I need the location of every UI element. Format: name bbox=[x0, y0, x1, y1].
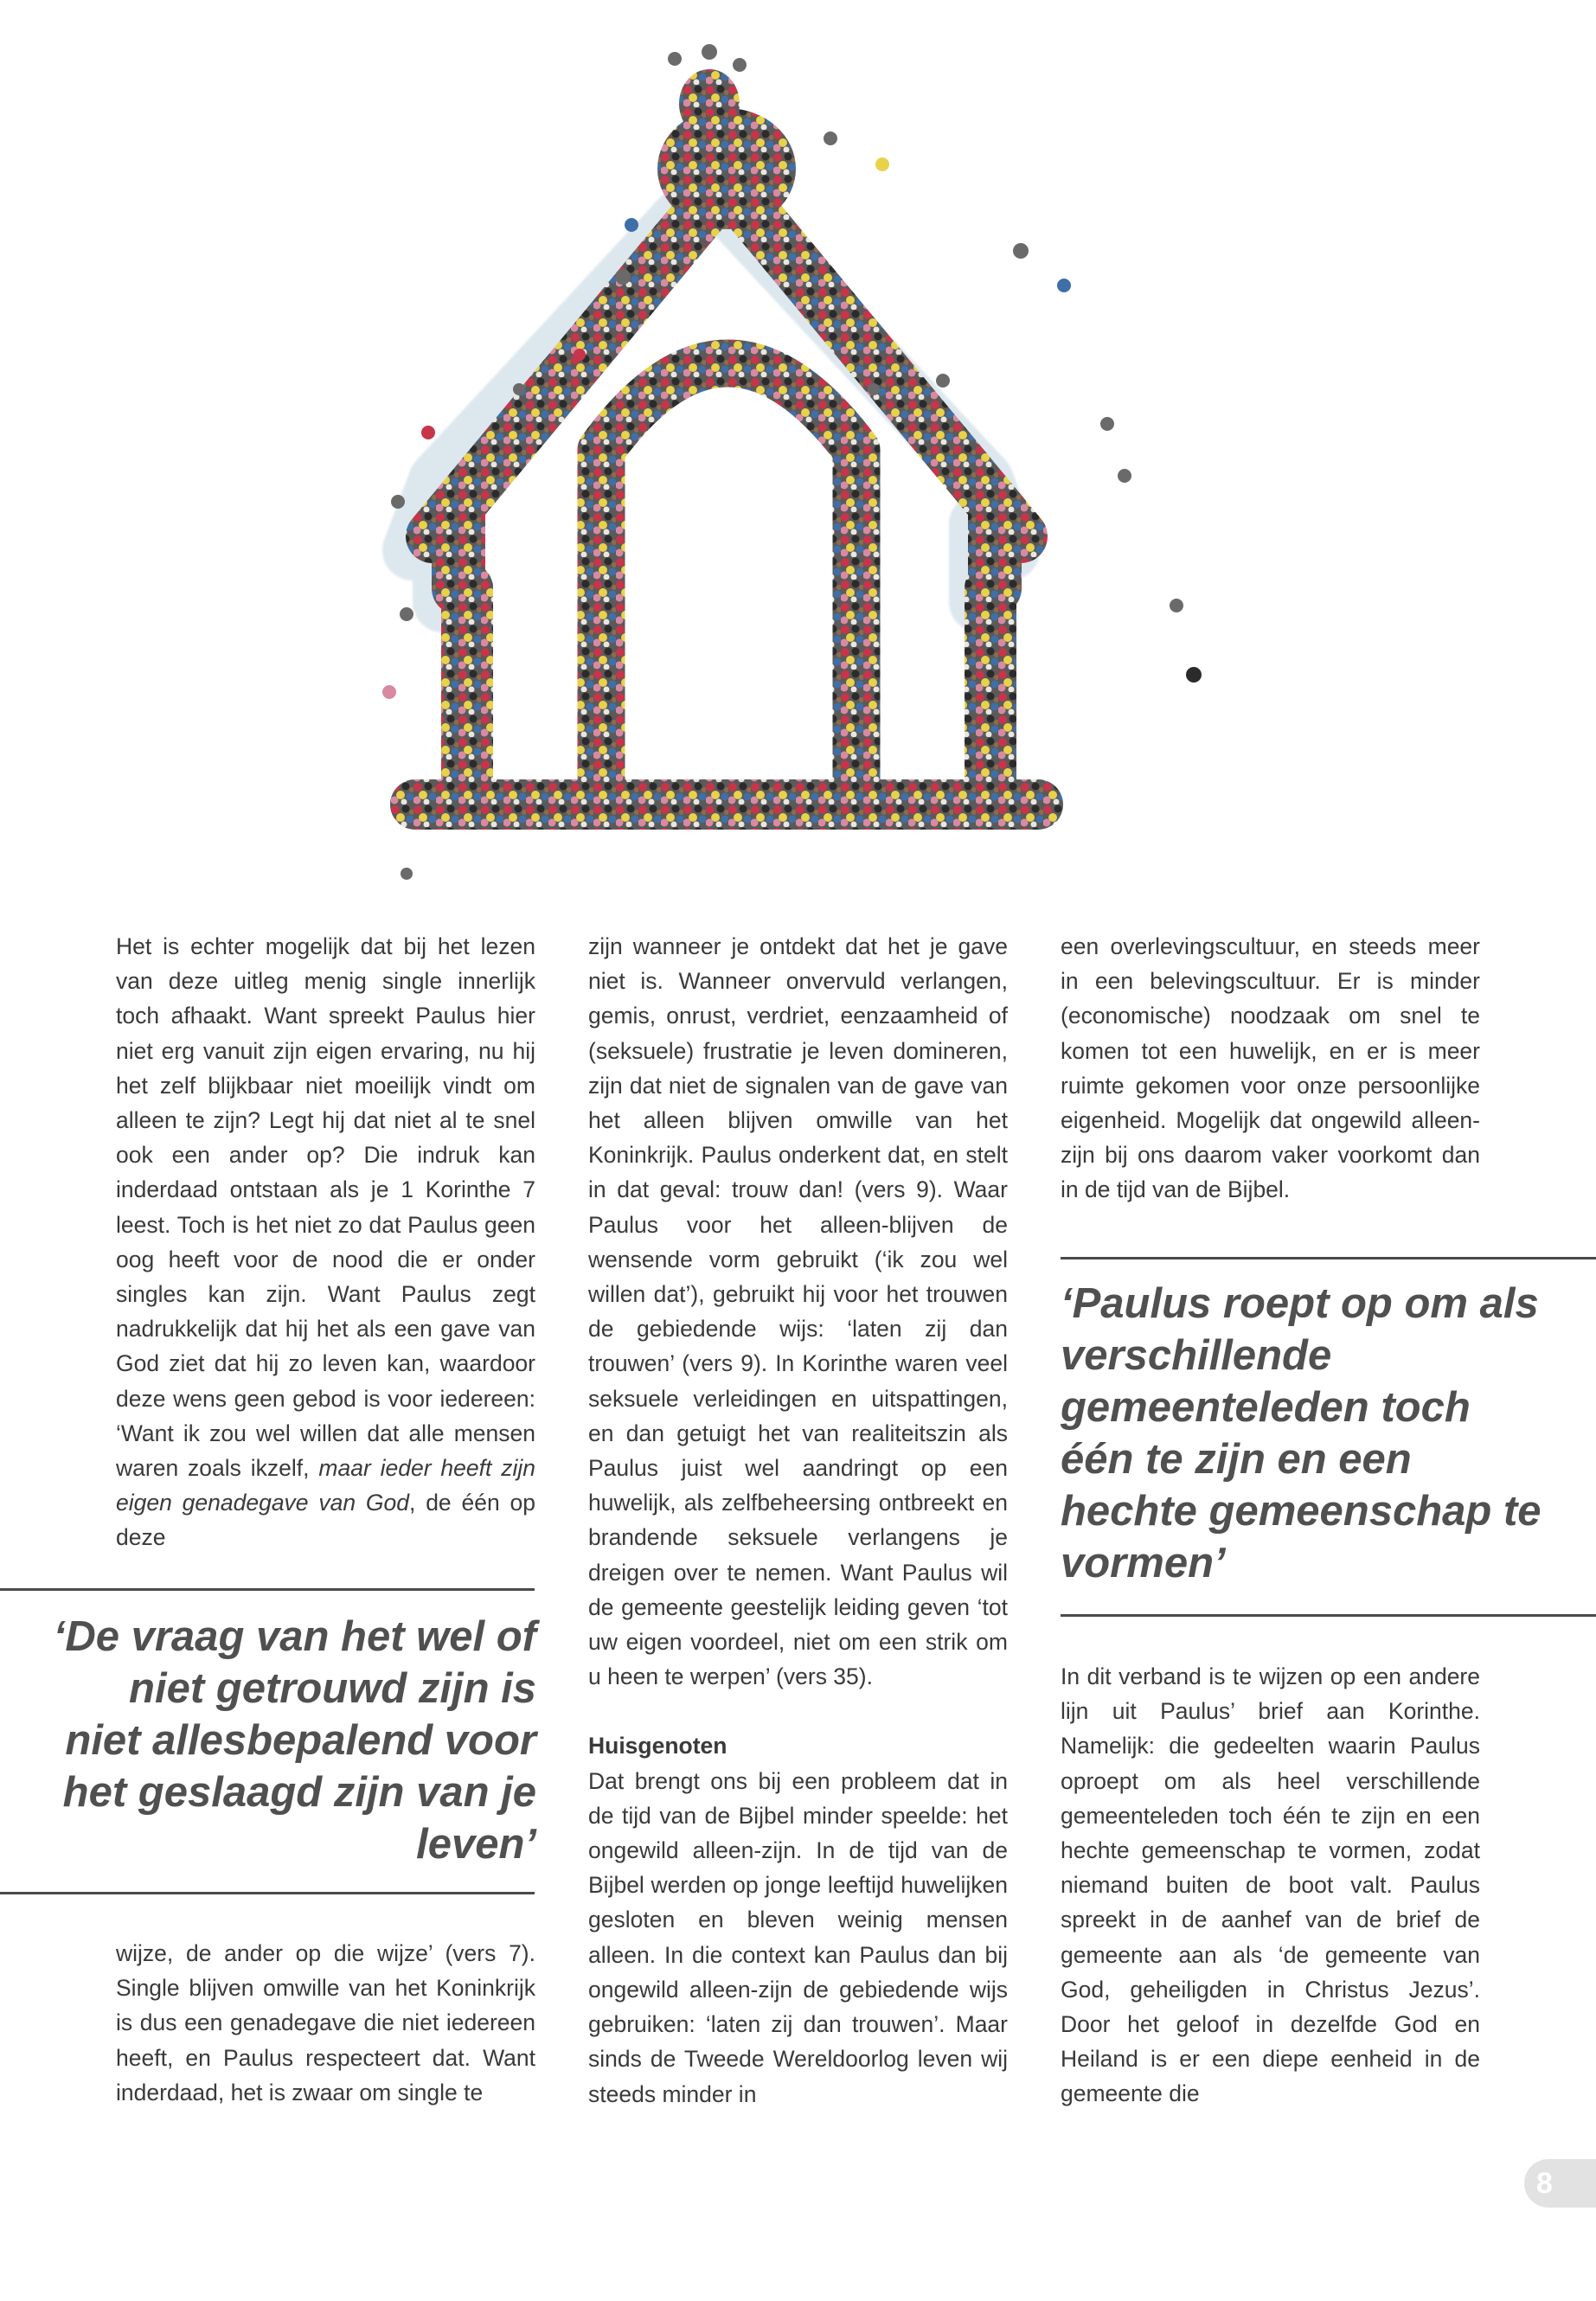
quote-2-bottom-rule bbox=[1061, 1614, 1596, 1617]
paragraph-2: zijn wanneer je ontdekt dat het je gave niet is. Wanneer onvervuld verlangen, gemis, onrust, verdriet, eenzaamheid of (seksuele) frustratie je leven domineren, zijn dat niet de signalen van de gave van het alleen blijven omwille van het Koninkrijk. Paulus onderkent dat, en stelt in dat geval: trouw dan! (vers 9). Waar Paulus voor het alleen-blijven de wensende vorm gebruikt (‘ik zou wel willen dat’), gebruikt hij voor het trouwen de gebiedende wijs: ‘laten zij dan trouwen’ (vers 9). In Korinthe waren veel seksuele verleidingen en uitspattingen, en dan getuigt het van realiteitszin als Paulus juist wel aandringt op een huwelijk, als zelfbeheersing ontbreekt en brandende seksuele verlangens je dreigen over te nemen. Want Paulus wil de gemeente geestelijk leiding geven ‘tot uw eigen voordeel, niet om een strik om u heen te werpen’ (vers 35). bbox=[588, 933, 1008, 1690]
door-outline bbox=[601, 363, 856, 796]
column-3-top bbox=[1061, 929, 1480, 1223]
column-1-top bbox=[116, 929, 535, 1569]
quote-1-top-rule bbox=[0, 1588, 535, 1591]
quote-1-bottom-rule bbox=[0, 1892, 535, 1894]
quote-2-top-rule bbox=[1061, 1257, 1596, 1259]
paragraph-4: een overlevingscultuur, en steeds meer in een belevingscultuur. Er is minder (economische) noodzaak om snel te komen tot een huwelijk, en er is meer ruimte gekomen voor onze persoonlijke eigenheid. Mogelijk dat ongewild alleen-zijn bij ons daarom vaker voorkomt dan in de tijd van de Bijbel. bbox=[1061, 933, 1480, 1203]
column-3-bottom bbox=[1061, 1659, 1480, 2118]
paragraph-3: Dat brengt ons bij een probleem dat in de tijd van de Bijbel minder speelde: het ongewild alleen-zijn. In de tijd van de Bijbel werden op jonge leeftijd huwelijken gesloten en bleven weinig mensen alleen. In die context kan Paulus dan bij ongewild alleen-zijn de gebiedende wijs gebruiken: ‘laten zij dan trouwen’. Maar sinds de Tweede Wereldoorlog leven wij steeds minder in bbox=[588, 1767, 1008, 2107]
paragraph-5: In dit verband is te wijzen op een andere lijn uit Paulus’ brief aan Korinthe. Namelijk: die gedeelten waarin Paulus oproept om als heel verschillende gemeenteleden toch één te zijn en een hechte gemeenschap te vormen, zodat niemand buiten de boot valt. Paulus spreekt in de aanhef van de brief de gemeente aan als ‘de gemeente van God, geheiligden in Christus Jezus’. Door het geloof in dezelfde God en Heiland is er een diepe eenheid in de gemeente die bbox=[1061, 1663, 1480, 2107]
page-number: 8 bbox=[1524, 2159, 1596, 2208]
pull-quote-2: ‘Paulus roept op om als verschillende gemeenteleden toch één te zijn en een hechte gemeenschap te vormen’ bbox=[1061, 1280, 1542, 1586]
column-2 bbox=[588, 929, 1008, 2116]
paragraph-1-continued: wijze, de ander op die wijze’ (vers 7). Single blijven omwille van het Koninkrijk is dus een genadegave die niet iedereen heeft, en Paulus respecteert dat. Want inderdaad, het is zwaar om single te bbox=[116, 1940, 535, 2106]
pull-quote-1: ‘De vraag van het wel of niet getrouwd zijn is niet allesbepalend voor het geslaagd zijn van je leven’ bbox=[53, 1613, 536, 1868]
crowd-house-illustration bbox=[346, 17, 1263, 882]
paragraph-1: Het is echter mogelijk dat bij het lezen van deze uitleg menig single innerlijk toch afhaakt. Want spreekt Paulus hier niet erg vanuit zijn eigen ervaring, nu hij het zelf blijkbaar niet moeilijk vindt om alleen te zijn? Legt hij dat niet al te snel ook een ander op? Die indruk kan inderdaad ontstaan als je 1 Korinthe 7 leest. Toch is het niet zo dat Paulus geen oog heeft voor de nood die er onder singles kan zijn. Want Paulus zegt nadrukkelijk dat hij het als een gave van God ziet dat hij zo leven kan, waardoor deze wens geen gebod is voor iedereen: ‘Want ik zou wel willen dat alle mensen waren zoals ikzelf, maar ieder heeft zijn eigen genadegave van God, de één op deze bbox=[116, 933, 535, 1551]
column-1-bottom bbox=[116, 1936, 535, 2109]
subheading-huisgenoten: Huisgenoten bbox=[588, 1733, 727, 1759]
